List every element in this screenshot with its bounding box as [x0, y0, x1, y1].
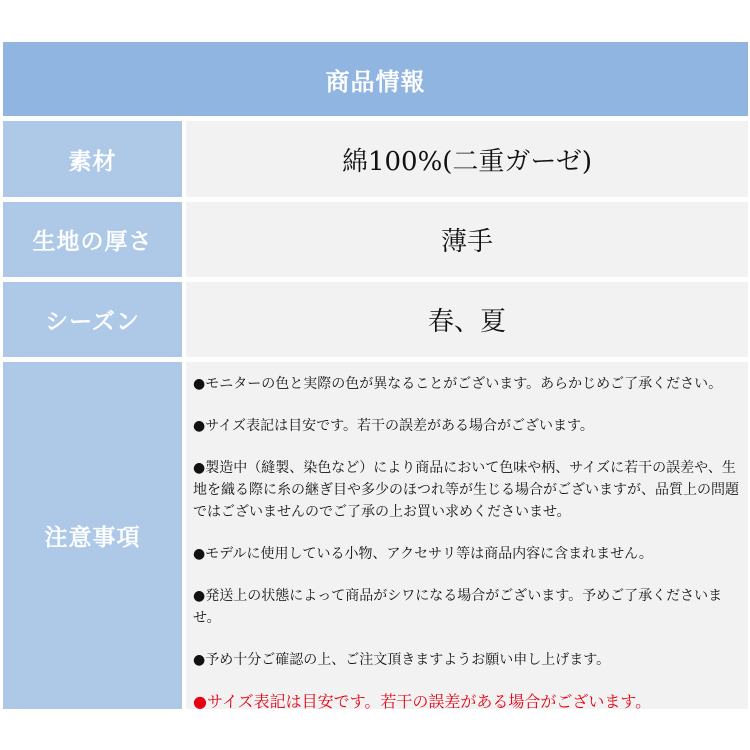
row-value-cell	[186, 202, 748, 277]
row-label-cell	[3, 282, 182, 357]
row-value-season: 春、夏	[427, 307, 506, 337]
row-label-season: シーズン	[45, 308, 140, 335]
row-label-cell	[3, 121, 182, 197]
note-highlight: ●サイズ表記は目安です。若干の誤差がある場合がございます。	[193, 692, 652, 711]
note-item: ●モニターの色と実際の色が異なることがございます。あらかじめご了承ください。	[193, 376, 723, 392]
row-value-material: 綿100%(二重ガーゼ)	[341, 146, 593, 177]
row-value-cell	[186, 121, 748, 197]
row-label-thickness: 生地の厚さ	[32, 228, 153, 255]
row-notes	[3, 362, 748, 709]
table-header	[3, 42, 748, 116]
row-thickness	[3, 202, 748, 277]
row-label-notes: 注意事項	[44, 524, 141, 551]
product-info-table	[3, 42, 748, 709]
row-value-cell	[186, 282, 748, 357]
row-material	[3, 121, 748, 197]
table-title: 商品情報	[325, 66, 426, 96]
note-item: ●製造中（縫製、染色など）により商品において色味や柄、サイズに若干の誤差や、生地を織る際に糸の継ぎ目や多少のほつれ等が生じる場合がございますが、品質上の問題ではございませんのでご了承の上お買い求めくださいませ。	[193, 460, 739, 520]
note-item: ●予め十分ご確認の上、ご注文頂きますようお願い申し上げます。	[193, 652, 611, 668]
note-item: ●モデルに使用している小物、アクセサリ等は商品内容に含まれません。	[193, 546, 653, 562]
row-season	[3, 282, 748, 357]
row-label-cell	[3, 362, 182, 709]
row-value-thickness: 薄手	[440, 227, 493, 257]
row-label-cell	[3, 202, 182, 277]
notes-list	[186, 362, 748, 709]
note-item: ●サイズ表記は目安です。若干の誤差がある場合がございます。	[193, 418, 594, 434]
row-label-material: 素材	[68, 147, 117, 175]
note-item: ●発送上の状態によって商品がシワになる場合がございます。予めご了承くださいませ。	[193, 588, 723, 626]
